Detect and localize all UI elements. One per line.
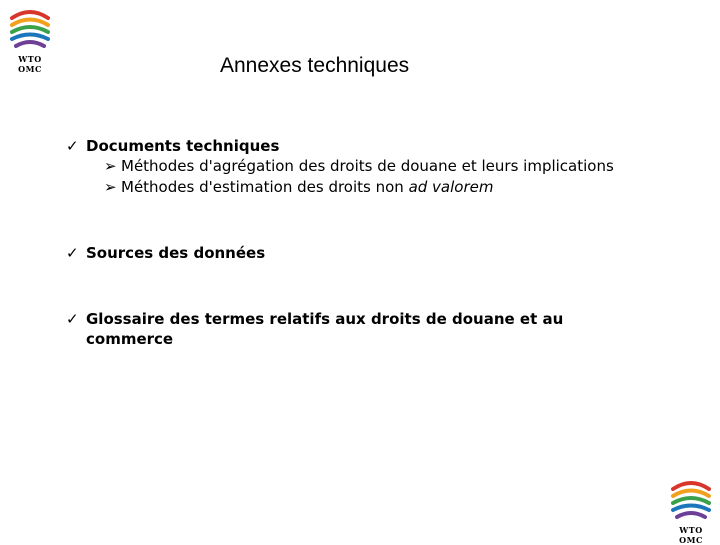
wto-emblem-icon (666, 475, 716, 525)
wto-logo-top-left (6, 4, 54, 74)
bullet-label: Glossaire des termes relatifs aux droits de douane et au (86, 310, 564, 328)
arrow-bullet-icon: ➢ (104, 157, 117, 175)
bullet-label: Documents techniques (86, 137, 280, 155)
bullet-glossaire-line2: commerce (86, 330, 174, 348)
sub-bullet-aggregation (104, 156, 614, 176)
wto-logo-bottom-right (666, 475, 716, 545)
logo-text: WTO OMC (18, 54, 42, 74)
wto-emblem-icon (6, 4, 54, 54)
sub-bullet-text: Méthodes d'agrégation des droits de douane et leurs implications (121, 157, 614, 175)
page-title: Annexes techniques (220, 54, 410, 77)
arrow-bullet-icon: ➢ (104, 178, 117, 196)
check-icon: ✓ (66, 137, 79, 155)
sub-bullet-text: Méthodes d'estimation des droits non (121, 178, 409, 196)
sub-bullet-italic-text: ad valorem (408, 178, 494, 196)
sub-bullet-estimation (104, 177, 493, 197)
bullet-documents-techniques (66, 136, 279, 156)
check-icon: ✓ (66, 244, 79, 262)
check-icon: ✓ (66, 310, 79, 328)
logo-text: WTO OMC (679, 525, 703, 545)
bullet-glossaire (66, 309, 563, 329)
bullet-label: Sources des données (86, 244, 266, 262)
bullet-sources-donnees (66, 243, 265, 263)
